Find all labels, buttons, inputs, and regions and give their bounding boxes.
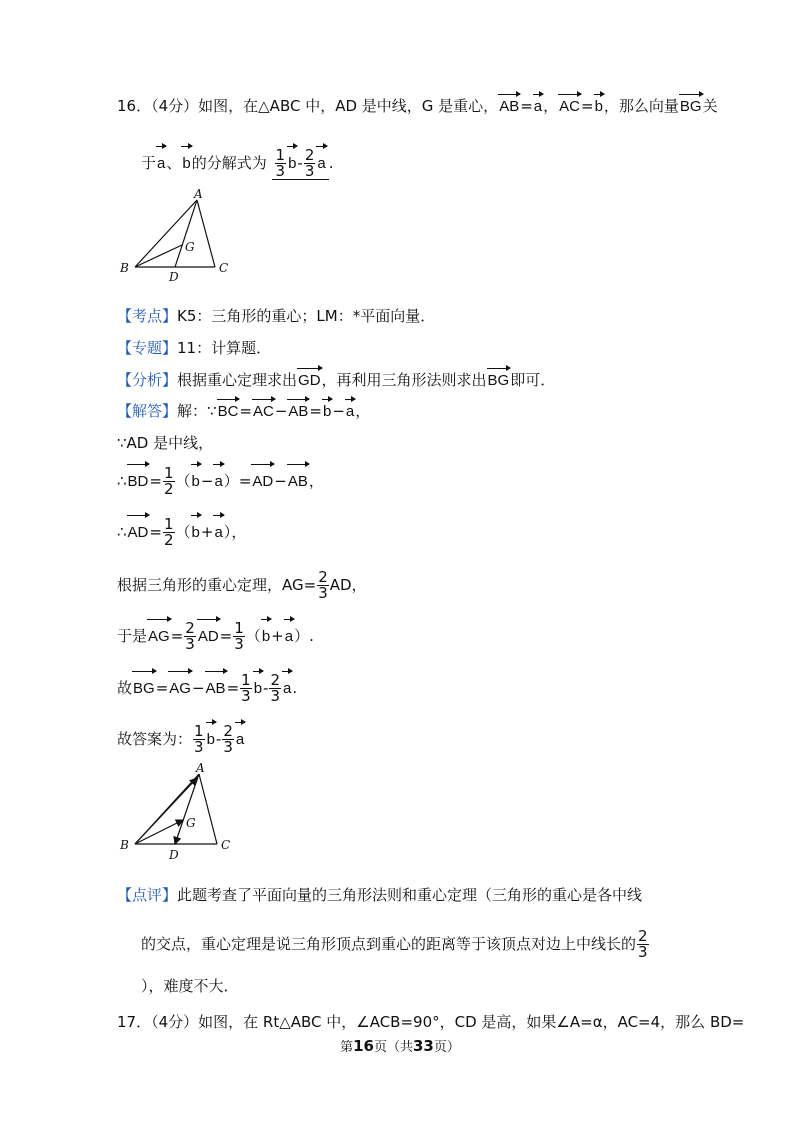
paren-close: ） — [223, 472, 239, 490]
dianping-text-2: 的交点，重心定理是说三角形顶点到重心的距离等于该顶点对边上中线长的 — [141, 935, 637, 953]
vector-bg: BG — [487, 372, 510, 389]
equals: = — [238, 472, 252, 490]
zhuanti-line — [117, 338, 271, 358]
q16-line2 — [141, 148, 334, 180]
vector-ad: AD — [251, 467, 274, 497]
equals: = — [239, 402, 252, 420]
denominator: 3 — [185, 635, 195, 653]
label-b: B — [120, 261, 129, 275]
vector-ag: AG — [147, 622, 171, 652]
vector-ab: AB — [499, 98, 520, 115]
vector-b: b — [191, 467, 201, 497]
numerator: 1 — [163, 515, 174, 533]
vector-a: a — [213, 467, 223, 497]
triangle-figure-1 — [115, 188, 245, 283]
period: . — [309, 627, 314, 645]
q16-stem-4: 于 — [141, 154, 157, 172]
solution-line-5 — [117, 570, 367, 601]
minus: − — [274, 402, 288, 420]
label-g: G — [185, 240, 195, 254]
vector-ba-arrow — [135, 778, 197, 844]
zhuanti-tag: 【专题】 — [117, 339, 178, 357]
theorem-text: 根据三角形的重心定理，AG= — [117, 576, 317, 594]
fenxi-line — [117, 370, 555, 391]
fraction — [163, 466, 175, 497]
period: . — [328, 154, 334, 172]
label-g: G — [186, 816, 196, 830]
denominator: 3 — [194, 738, 204, 756]
vector-bd: BD — [127, 467, 150, 497]
equals: = — [155, 679, 169, 697]
equals: = — [149, 523, 162, 541]
equals: = — [309, 402, 322, 420]
vector-b: b — [594, 98, 603, 115]
vector-b: b — [206, 725, 216, 755]
denominator: 3 — [234, 635, 244, 653]
denominator: 3 — [318, 584, 328, 602]
comma: ， — [308, 472, 324, 490]
vector-a: a — [533, 98, 543, 115]
side-ab — [135, 200, 197, 267]
label-c: C — [219, 261, 229, 275]
denominator: 3 — [304, 162, 315, 180]
label-a: A — [194, 188, 203, 201]
numerator: 2 — [270, 671, 280, 689]
comma: ， — [231, 523, 247, 541]
therefore-sign: ∴ — [117, 523, 127, 541]
numerator: 1 — [275, 146, 286, 164]
equals: = — [520, 97, 533, 115]
minus: − — [274, 472, 287, 490]
fraction — [317, 570, 329, 601]
solution-line-8 — [117, 724, 245, 755]
kaodian-tag: 【考点】 — [117, 307, 178, 325]
numerator: 2 — [638, 927, 648, 945]
denominator: 2 — [163, 531, 174, 549]
fraction — [637, 929, 649, 960]
numerator: 1 — [163, 464, 174, 482]
vector-b: b — [253, 674, 263, 704]
dianping-line-2 — [141, 928, 650, 960]
vector-b: b — [191, 518, 201, 548]
paren-close: ） — [223, 523, 232, 541]
fraction — [269, 673, 281, 704]
answer-prefix: 故答案为： — [117, 730, 193, 748]
fenxi-tag: 【分析】 — [117, 371, 178, 389]
fraction — [240, 673, 252, 704]
vector-ad-arrow — [175, 774, 199, 844]
theorem-tail: AD， — [329, 576, 367, 594]
side-ac — [197, 200, 215, 267]
fraction — [193, 724, 205, 755]
fraction — [233, 621, 245, 652]
q16-stem-3: 关 — [702, 97, 718, 115]
minus: - — [297, 154, 303, 172]
answer-blank — [272, 148, 329, 180]
paren-open: （ — [175, 523, 191, 541]
solution-line-6 — [117, 621, 314, 652]
median-ad — [175, 200, 197, 267]
minus: - — [215, 730, 222, 748]
vector-bg: BG — [132, 674, 156, 704]
jieda-text: 解：∵ — [177, 402, 217, 420]
page-footer — [0, 1036, 800, 1055]
jieda-tag: 【解答】 — [117, 402, 178, 420]
vector-bc: BC — [217, 403, 239, 420]
numerator: 1 — [194, 722, 204, 740]
numerator: 1 — [241, 671, 251, 689]
side-ac — [199, 774, 217, 844]
denominator: 3 — [241, 687, 251, 705]
vector-ab: AB — [288, 403, 309, 420]
vector-a: a — [282, 674, 292, 704]
dianping-line-3: ），难度不大． — [141, 977, 239, 995]
comma: ， — [355, 402, 371, 420]
numerator: 2 — [223, 722, 233, 740]
fenxi-text-2: ，再利用三角形法则求出 — [321, 371, 487, 389]
fraction — [275, 148, 287, 179]
denominator: 3 — [638, 943, 648, 961]
paren-open: （ — [245, 627, 261, 645]
footer-post: 页） — [433, 1040, 460, 1055]
vector-ab: AB — [287, 467, 309, 497]
dianping-text-1: 此题考查了平面向量的三角形法则和重心定理（三角形的重心是各中线 — [177, 886, 643, 904]
vector-b: b — [323, 403, 332, 420]
fraction — [304, 148, 316, 179]
vector-b: b — [261, 622, 271, 652]
q16-stem-5: 的分解式为 — [191, 154, 267, 172]
vector-bg: BG — [679, 98, 702, 115]
vector-a: a — [316, 149, 326, 179]
triangle-figure-2 — [115, 762, 245, 862]
minus: − — [191, 679, 205, 697]
paren-close: ） — [294, 627, 310, 645]
minus: − — [332, 402, 345, 420]
vector-ad: AD — [197, 622, 220, 652]
dianping-tag: 【点评】 — [117, 886, 178, 904]
equals: = — [149, 472, 162, 490]
question-score: （4分） — [151, 97, 199, 115]
label-b: B — [120, 838, 129, 852]
dianping-line-1 — [117, 885, 642, 905]
vector-b: b — [287, 149, 297, 179]
jieda-line — [117, 401, 370, 422]
label-d: D — [169, 270, 179, 283]
paren-open: （ — [175, 472, 191, 490]
numerator: 1 — [234, 619, 244, 637]
plus: + — [271, 627, 284, 645]
q16-stem: 如图，在△ABC 中，AD 是中线，G 是重心， — [198, 97, 499, 115]
q16-stem-2: ，那么向量 — [603, 97, 679, 115]
footer-mid: 页（共 — [373, 1040, 413, 1055]
vector-ab: AB — [205, 674, 227, 704]
question-number: 16． — [117, 97, 152, 115]
equals: = — [219, 627, 233, 645]
vector-b: b — [181, 149, 191, 179]
equals: = — [170, 627, 184, 645]
denominator: 3 — [275, 162, 286, 180]
vector-gd: GD — [298, 372, 321, 389]
kaodian-text: K5：三角形的重心；LM：*平面向量． — [177, 307, 436, 325]
denominator: 3 — [270, 687, 280, 705]
equals: = — [226, 679, 240, 697]
vector-ad: AD — [127, 518, 150, 548]
q16-line1 — [117, 96, 718, 117]
comma: ， — [543, 97, 559, 115]
label-d: D — [169, 848, 179, 862]
q17-stem: 17．（4分）如图，在 Rt△ABC 中，∠ACB=90°，CD 是高，如果∠A=α，AC=4，那么 BD= — [117, 1013, 745, 1031]
vector-a: a — [345, 403, 355, 420]
period: . — [292, 679, 298, 697]
therefore-sign: ∴ — [117, 472, 127, 490]
separator: 、 — [166, 154, 182, 172]
kaodian-line — [117, 306, 435, 326]
vector-a: a — [284, 622, 294, 652]
fraction — [184, 621, 196, 652]
vector-a: a — [213, 518, 223, 548]
solution-line-7 — [117, 673, 297, 704]
fenxi-text-3: 即可． — [510, 371, 556, 389]
solution-line-3 — [117, 466, 324, 497]
vector-a: a — [235, 725, 245, 755]
denominator: 2 — [163, 480, 174, 498]
so-text: 于是 — [117, 627, 148, 645]
solution-line-2: ∵AD 是中线， — [117, 434, 214, 452]
vector-a: a — [156, 149, 166, 179]
label-a: A — [196, 762, 205, 775]
equals: = — [580, 97, 594, 115]
total-pages: 33 — [413, 1037, 434, 1055]
denominator: 3 — [223, 738, 233, 756]
footer-pre: 第 — [340, 1040, 354, 1055]
vector-ag: AG — [168, 674, 192, 704]
numerator: 2 — [304, 146, 315, 164]
hence-text: 故 — [117, 679, 133, 697]
fenxi-text-1: 根据重心定理求出 — [177, 371, 298, 389]
numerator: 2 — [318, 568, 328, 586]
label-c: C — [221, 838, 231, 852]
numerator: 2 — [185, 619, 195, 637]
segment-bg — [135, 245, 182, 267]
vector-ac: AC — [252, 403, 274, 420]
page-number: 16 — [353, 1037, 374, 1055]
minus: - — [263, 679, 269, 697]
vector-ac: AC — [559, 98, 580, 115]
fraction — [163, 517, 175, 548]
solution-line-4 — [117, 517, 246, 548]
plus: + — [200, 523, 214, 541]
fraction — [222, 724, 234, 755]
zhuanti-text: 11：计算题． — [177, 339, 272, 357]
minus: − — [200, 472, 214, 490]
